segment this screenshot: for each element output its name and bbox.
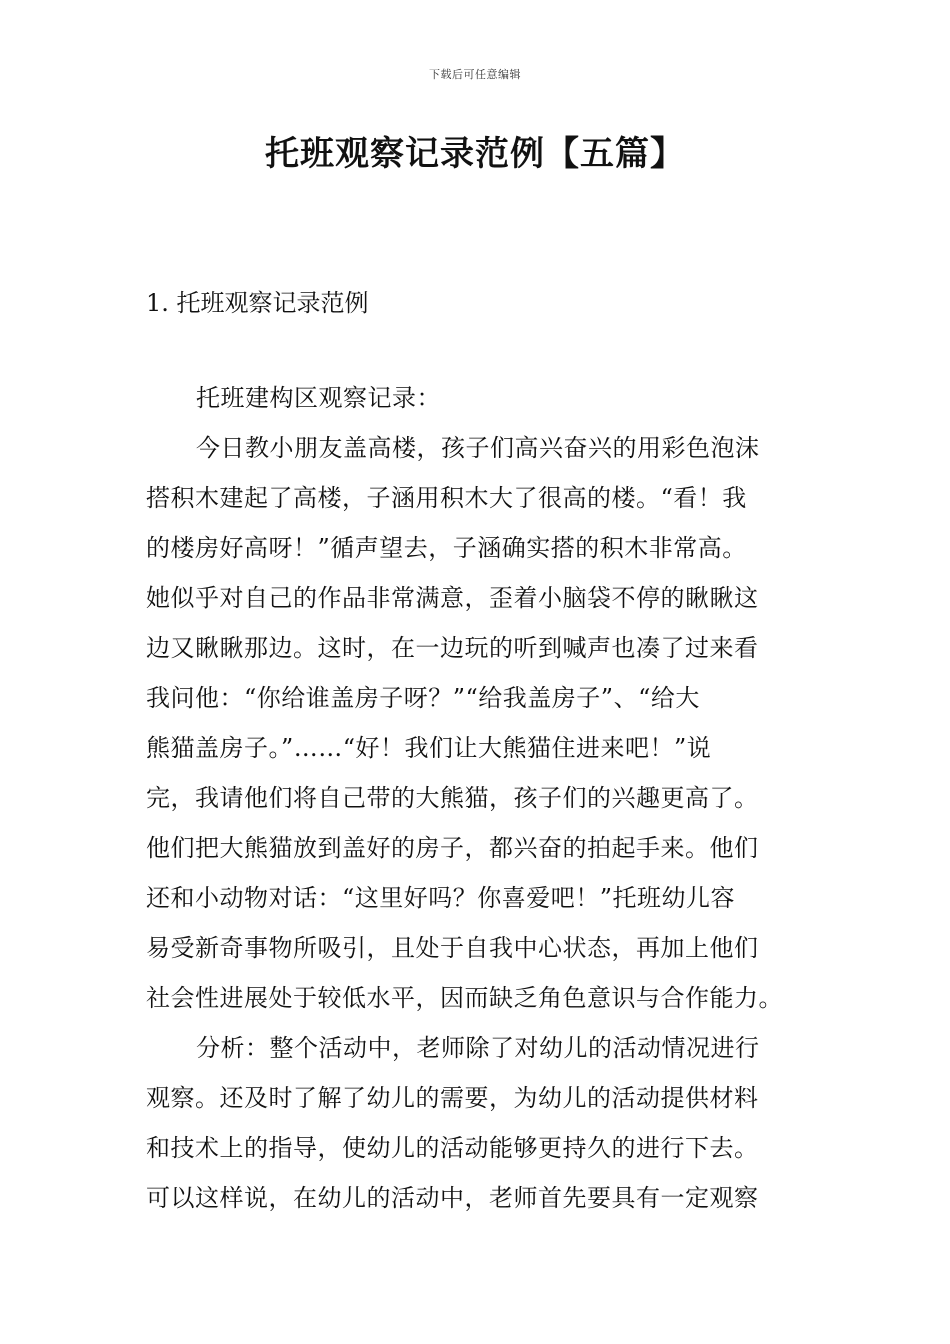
paragraph-line: 今日教小朋友盖高楼，孩子们高兴奋兴的用彩色泡沫 <box>196 434 760 462</box>
body-text <box>146 373 808 1223</box>
paragraph-line: 她似乎对自己的作品非常满意，歪着小脑袋不停的瞅瞅这 <box>146 584 759 612</box>
paragraph-line: 和技术上的指导，使幼儿的活动能够更持久的进行下去。 <box>146 1134 759 1162</box>
paragraph-line: 边又瞅瞅那边。这时，在一边玩的听到喊声也凑了过来看 <box>146 634 759 662</box>
subheading-line: 托班建构区观察记录： <box>196 384 441 412</box>
paragraph-line: 我问他：“你给谁盖房子呀？”“给我盖房子”、“给大 <box>146 684 700 712</box>
paragraph-line: 的楼房好高呀！”循声望去，子涵确实搭的积木非常高。 <box>146 534 747 562</box>
paragraph-line: 熊猫盖房子。”……“好！我们让大熊猫住进来吧！”说 <box>146 734 712 762</box>
paragraph-line: 可以这样说，在幼儿的活动中，老师首先要具有一定观察 <box>146 1184 759 1212</box>
paragraph-line: 完，我请他们将自己带的大熊猫，孩子们的兴趣更高了。 <box>146 784 759 812</box>
paragraph-line: 分析：整个活动中，老师除了对幼儿的活动情况进行 <box>196 1034 760 1062</box>
document-title: 托班观察记录范例【五篇】 <box>265 134 685 174</box>
paragraph-line: 还和小动物对话：“这里好吗？你喜爱吧！”托班幼儿容 <box>146 884 736 912</box>
paragraph-line: 搭积木建起了高楼，子涵用积木大了很高的楼。“看！我 <box>146 484 747 512</box>
paragraph-line: 他们把大熊猫放到盖好的房子，都兴奋的拍起手来。他们 <box>146 834 759 862</box>
paragraph-line: 观察。还及时了解了幼儿的需要，为幼儿的活动提供材料 <box>146 1084 759 1112</box>
section-heading: 1. 托班观察记录范例 <box>146 289 369 317</box>
paragraph-line: 社会性进展处于较低水平，因而缺乏角色意识与合作能力。 <box>146 984 783 1012</box>
paragraph-line: 易受新奇事物所吸引，且处于自我中心状态，再加上他们 <box>146 934 759 962</box>
page-header-note: 下载后可任意编辑 <box>429 68 521 81</box>
